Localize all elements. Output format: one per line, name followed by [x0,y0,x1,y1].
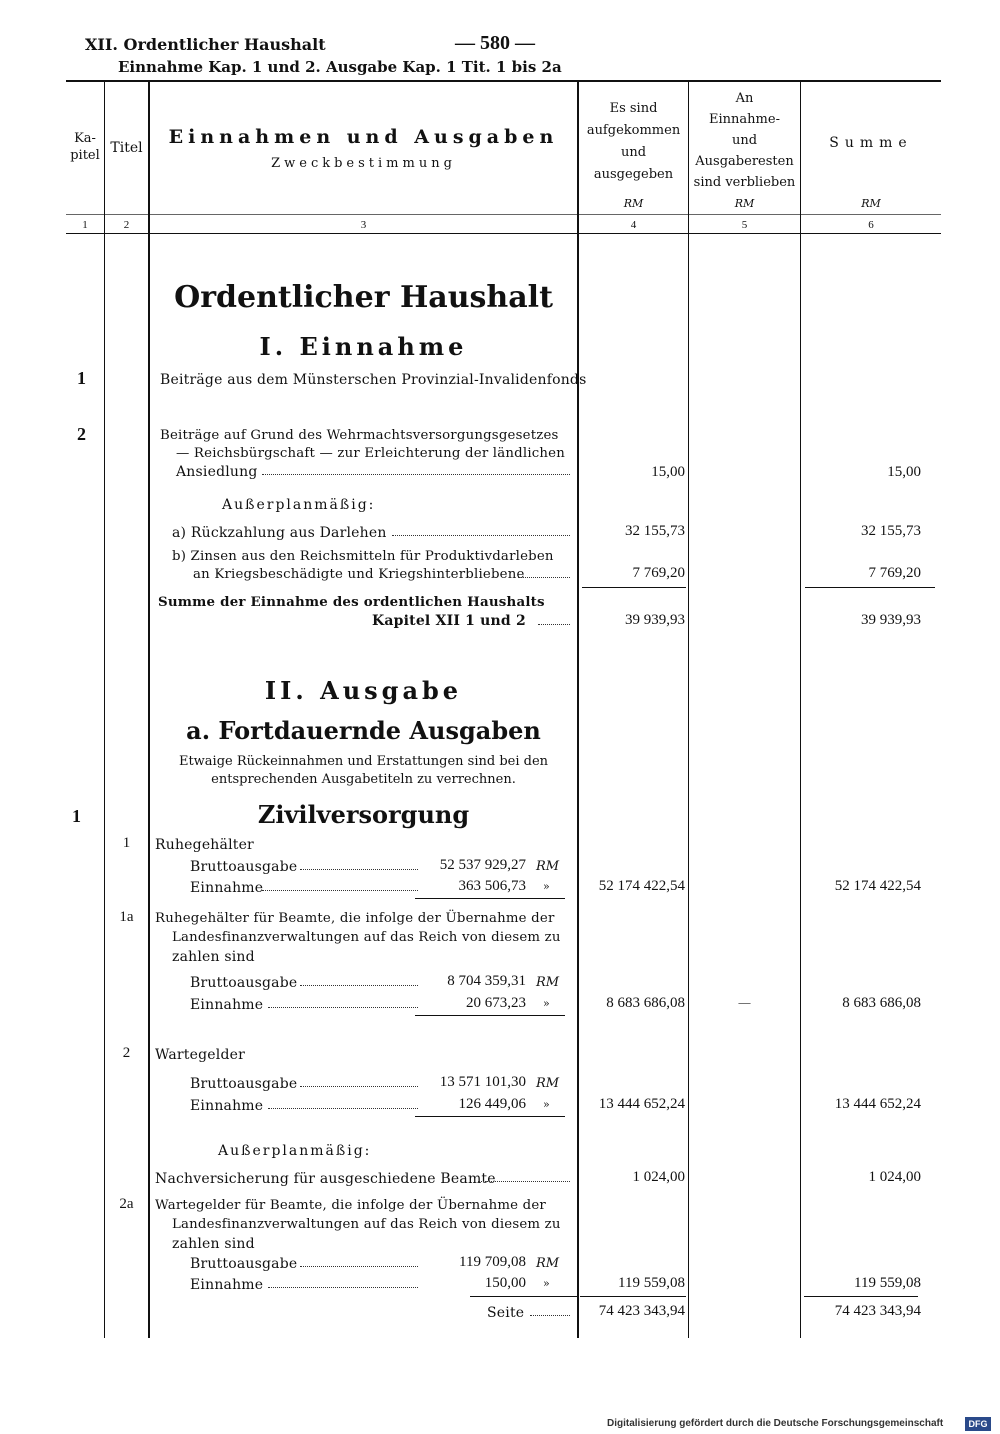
header-bottom-rule [66,233,941,234]
ausgabe-heading: II. Ausgabe [264,676,463,705]
t1a-col6: 8 683 686,08 [842,995,921,1011]
colnum-5: 5 [741,219,748,231]
summe-rule-col6 [805,587,935,588]
colnum-3: 3 [360,219,367,231]
t2-titel: 2 [122,1045,131,1061]
seite-rule-col4 [580,1296,686,1297]
page-subtitle: Einnahme Kap. 1 und 2. Ausgabe Kap. 1 Tit. 1 bis 2a [118,58,562,76]
ausserplan-heading: Außerplanmäßig: [222,497,376,513]
nach-text: Nachversicherung für ausgeschiedene Beamte [155,1171,496,1187]
unit-col5: RM [734,197,755,210]
t2a-col6: 119 559,08 [854,1275,921,1291]
t1-einn-label: Einnahme [190,880,264,896]
t2-rule [415,1116,565,1117]
unit-col4: RM [623,197,644,210]
t2a-brutto-leader [300,1266,418,1267]
t2-col4: 13 444 652,24 [598,1096,685,1112]
t1a-rule [415,1015,565,1016]
header-main-title: Einnahmen und Ausgaben [168,126,559,148]
t2-brutto-label: Bruttoausgabe [190,1076,298,1092]
col-rule-3 [577,82,579,1338]
row-a-col6: 32 155,73 [861,523,921,539]
row2-leader [262,474,570,475]
t2a-rm: RM [536,1256,560,1271]
body-title: Ordentlicher Haushalt [174,280,553,315]
t2a-quote: » [543,1277,550,1290]
row-a-text: a) Rückzahlung aus Darlehen [172,525,387,541]
t2a-einn-leader [268,1287,418,1288]
t2-brutto: 13 571 101,30 [439,1074,526,1090]
fortdauernde-note-line1: Etwaige Rückeinnahmen und Erstattungen sind bei den [178,754,549,769]
t2-brutto-leader [300,1086,418,1087]
t1a-titel: 1a [119,909,134,925]
nach-col6: 1 024,00 [868,1169,921,1185]
seite-label: Seite [487,1305,525,1321]
colnum-2: 2 [123,219,130,231]
seite-rule-col3 [470,1296,577,1297]
header-titel: Titel [110,140,143,156]
t1a-rm: RM [536,975,560,990]
row1-text: Beiträge aus dem Münsterschen Provinzial-Invalidenfonds [160,372,587,388]
seite-rule-col6 [804,1296,918,1297]
t2a-text-line3: zahlen sind [172,1236,255,1252]
header-col6: Summe [829,135,913,151]
footer-credit: Digitalisierung gefördert durch die Deutsche Forschungsgemeinschaft [607,1418,944,1429]
t1a-col5: — [738,995,751,1009]
row2-text-line3: Ansiedlung [176,464,258,480]
einnahme-heading: I. Einnahme [259,332,468,361]
t2-text: Wartegelder [155,1047,245,1063]
t2a-titel: 2a [119,1196,134,1212]
t1-col4: 52 174 422,54 [598,878,685,894]
row-a-leader [392,535,570,536]
t1a-quote: » [543,997,550,1010]
t1a-einn: 20 673,23 [466,995,526,1011]
page-number: — 580 — [455,32,535,54]
t2-einn-leader [268,1108,418,1109]
t1a-einn-label: Einnahme [190,997,264,1013]
row2-text-line1: Beiträge auf Grund des Wehrmachtsversorgungsgesetzes [160,428,559,443]
summe-text-line1: Summe der Einnahme des ordentlichen Haushalts [158,594,545,610]
row2-col6: 15,00 [887,464,921,480]
t2-rm: RM [536,1076,560,1091]
row-b-col4: 7 769,20 [632,565,685,581]
seite-col6: 74 423 343,94 [834,1303,921,1319]
header-split-rule [66,214,941,215]
t1-rm: RM [536,859,560,874]
row-b-text-line2: an Kriegsbeschädigte und Kriegshinterbliebene [193,567,525,582]
section-title: XII. Ordentlicher Haushalt [85,35,326,54]
t1-brutto-label: Bruttoausgabe [190,859,298,875]
t2a-einn: 150,00 [484,1275,526,1291]
colnum-6: 6 [868,219,874,231]
colnum-4: 4 [630,219,637,231]
colnum-1: 1 [82,219,88,231]
t1-einn: 363 506,73 [458,878,526,894]
row-a-col4: 32 155,73 [625,523,685,539]
seite-col4: 74 423 343,94 [598,1303,685,1319]
header-col4: Es sind aufgekommen und ausgegeben [586,101,681,182]
row-b-leader [518,577,570,578]
row2-col4: 15,00 [651,464,685,480]
t1-titel: 1 [122,835,131,851]
summe-text-line2: Kapitel XII 1 und 2 [372,613,526,629]
t2a-brutto: 119 709,08 [459,1254,526,1270]
t2a-brutto-label: Bruttoausgabe [190,1256,298,1272]
zivil-kapitel: 1 [72,806,81,826]
nach-leader [478,1181,570,1182]
summe-col4: 39 939,93 [625,612,685,628]
t1a-brutto-leader [300,985,418,986]
t1a-text-line3: zahlen sind [172,949,255,965]
t2a-einn-label: Einnahme [190,1277,264,1293]
t1a-einn-leader [268,1007,418,1008]
t1-brutto-leader [300,869,418,870]
col-rule-4 [688,82,689,1338]
t1-quote: » [543,880,550,893]
fortdauernde-note-line2: entsprechenden Ausgabetiteln zu verrechnen. [211,772,516,787]
zivil-heading: Zivilversorgung [257,800,470,829]
col-rule-2 [148,82,150,1338]
summe-leader [538,624,570,625]
t2-einn-label: Einnahme [190,1098,264,1114]
t2-col6: 13 444 652,24 [834,1096,921,1112]
t2-einn: 126 449,06 [458,1096,526,1112]
row-b-text-line1: b) Zinsen aus den Reichsmitteln für Produktivdarleben [172,549,554,564]
header-col5: An Einnahme- und Ausgaberesten sind verblieben [693,91,796,190]
t1-col6: 52 174 422,54 [834,878,921,894]
row1-kapitel: 1 [77,368,86,388]
t2a-col4: 119 559,08 [618,1275,685,1291]
header-main-sub: Zweckbestimmung [271,156,456,171]
t1a-brutto-label: Bruttoausgabe [190,975,298,991]
t2a-text-line2: Landesfinanzverwaltungen auf das Reich von diesem zu [172,1217,561,1232]
nach-col4: 1 024,00 [632,1169,685,1185]
fortdauernde-heading: a. Fortdauernde Ausgaben [186,716,541,745]
table-top-rule [66,80,941,82]
t1a-text-line2: Landesfinanzverwaltungen auf das Reich von diesem zu [172,930,561,945]
t2-quote: » [543,1098,550,1111]
t1a-col4: 8 683 686,08 [606,995,685,1011]
row2-kapitel: 2 [77,424,86,444]
summe-col6: 39 939,93 [861,612,921,628]
t1-text: Ruhegehälter [155,837,254,853]
ausserplan2-heading: Außerplanmäßig: [218,1143,372,1159]
row2-text-line2: — Reichsbürgschaft — zur Erleichterung der ländlichen [176,446,566,461]
t1-brutto: 52 537 929,27 [439,857,526,873]
t2a-text-line1: Wartegelder für Beamte, die infolge der Übernahme der [155,1198,546,1213]
seite-leader [530,1315,570,1316]
unit-col6: RM [861,197,881,210]
t1a-brutto: 8 704 359,31 [447,973,526,989]
t1a-text-line1: Ruhegehälter für Beamte, die infolge der Übernahme der [155,911,555,926]
dfg-logo: DFG [965,1417,991,1431]
header-kapitel: Ka- pitel [70,131,100,163]
t1-einn-leader [262,890,418,891]
col-rule-5 [800,82,801,1338]
summe-rule-col4 [582,587,686,588]
row-b-col6: 7 769,20 [868,565,921,581]
col-rule-1 [104,82,105,1338]
t1-rule [415,898,565,899]
